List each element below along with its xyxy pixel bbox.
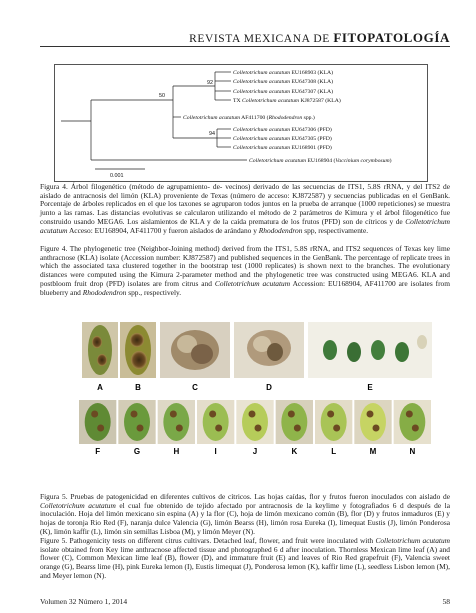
panel-label: K [291,447,298,456]
panel-label: L [331,447,337,456]
photo-panel-G [118,400,155,456]
tree-leaf-label: Colletotrichum acutatum EU647307 (KLA) [233,89,333,95]
panel-label: E [367,383,373,392]
page-number: 58 [442,597,450,606]
figure-5-caption-en [40,537,450,590]
photo-panel-M [354,400,391,456]
photo-panel-J [236,400,273,456]
panel-label: A [97,383,103,392]
photo-row-2 [78,400,432,456]
caption-italic-span: Colletotrichum acutatum [375,536,451,545]
panel-label: N [409,447,416,456]
tree-leaf-label: TX Colletotrichum acutatum KJ872587 (KLA) [233,98,341,104]
tree-leaf-label: Colletotrichum acutatum AF411700 (Rhododendron spp.) [183,115,315,121]
bootstrap-label: 50 [159,93,165,99]
figure-4-caption-en [40,245,450,301]
panel-label: C [192,383,198,392]
panel-label: I [214,447,217,456]
photo-panel-C [160,322,230,378]
journal-name-title: FITOPATOLOGÍA [333,30,450,45]
panel-label: H [173,447,180,456]
pathogenicity-photos-row-1 [82,322,432,392]
photo-row-1 [82,322,432,392]
figure-4-caption-es [40,183,450,244]
footer-volume: Volumen 32 Número 1, 2014 [40,597,128,606]
tree-leaf-label: Colletotrichum acutatum EU647308 (KLA) [233,79,333,85]
caption-text-span: Figura 4. Árbol filogenético (método de agrupamiento- de- vecinos) derivado de las secuencias de ITS1, 5.8S rRNA, y del ITS2 de aislado de antracnosis del limón (KLA) proveniente de Texas (número de acceso: KJ872587) y secuencias publicadas en el GenBank. Porcentaje de árboles replicados en el que los taxones se agruparon todos juntos en la prueba de arranque (1000 repeticiones) se muestra junto a las ramas. Las distancias evolutivas se calcularon utilizando el método de 2 parámetros de Kimura y el árbol filogenético fue construido usando MEGA6. Los aislamientos de KLA y de la caída prematura de los frutos (PFD) son de cítricos y de [40,182,450,226]
photo-panel-H [158,400,195,456]
journal-name-prefix: REVISTA MEXICANA DE [189,33,334,45]
photo-panel-A [82,322,118,378]
phylogenetic-tree-figure [54,64,428,182]
figure-5-caption-es [40,493,450,537]
photo-panel-K [276,400,313,456]
caption-italic-span: Colletotrichum acutatum [40,500,116,510]
tree-leaf-label: Colletotrichum acutatum EU168903 (KLA) [233,70,333,76]
bootstrap-label: 92 [207,80,213,86]
caption-text-span: Figure 5. Pathogenicity tests on different citrus cultivars. Detached leaf, flower, and fruit were inoculated with [40,536,376,545]
caption-text-span: isolate obtained from Key lime anthracnose affected tissue and photographed 6 d after inoculation. Thornless Mexican lime leaf (A) and flower (C), Common Mexican lime leaf (B), flower (D), and immature fruit (E) and leaves of Rio Red grapefruit (F), Valencia sweet orange (G), Bearss lime (H), pink Eureka lemon (I), Eustis limequat (J), Ponderosa lemon (K), kaffir lime (L), seedless Lisbon lemon (M), and Meyer lemon (N). [40,544,450,580]
scale-bar-label: 0.001 [110,173,124,179]
panel-label: G [133,447,141,456]
caption-text-span: el cual fue obtenido de tejido afectado por antracnosis de la keylime y fotografiados 6 d después de la inoculación. Hoja del limón mexicano sin espina (A) y la flor (C), hoja de limón mexicano común (B), flor (D) y frutos inmaduros (E) y hojas de toronja Rio Red (F), naranja dulce Valencia (G), limón Bearss (H), limón rosa Eureka (I), limequat Eustis (J), limón Ponderosa (K), limón kaffir (L), limón sin semillas Lisboa (M), y limón Meyer (N). [40,500,451,536]
panel-label: M [369,447,377,456]
photo-panel-B [120,322,156,378]
panel-label: D [266,383,272,392]
panel-label: J [252,447,258,456]
tree-leaf-label: Colletotrichum acutatum EU647306 (PFD) [233,127,332,133]
panel-label: B [135,383,141,392]
photo-panel-E [308,322,432,378]
caption-text-span: Figura 5. Pruebas de patogenicidad en diferentes cultivos de cítricos. Las hojas caídas, flor y frutos fueron inoculados con aislado de [40,492,450,501]
journal-header [40,30,450,44]
photo-panel-L [315,400,352,456]
tree-leaf-label: Colletotrichum acutatum EU168901 (PFD) [233,145,332,151]
caption-text-span: Figure 4. The phylogenetic tree (Neighbor-Joining method) derived from the ITS1, 5.8S rRNA, and ITS2 sequences of Texas key lime anthracnose (KLA) isolate (Accession number: KJ872587) and published sequences in the GenBank. The percentage of replicate trees in which the associated taxa clustered together in the bootstrap test (1000 replicates) is shown next to the branches. The evolutionary distances were computed using the Kimura 2-parameter method and the phylogenetic tree was constructed using MEGA6. KLA and postbloom fruit drop (PFD) isolates are from citrus and [40,244,450,288]
header-rule [40,46,450,47]
bootstrap-label: 94 [209,131,215,137]
tree-leaf-label: Colletotrichum acutatum EU647305 (PFD) [233,136,332,142]
phylogenetic-tree [55,65,427,181]
caption-text-span: spp., respectively. [126,287,182,297]
caption-text-span: spp, respectivamente. [302,225,369,235]
caption-italic-span: Colletotrichum acutatum [214,278,291,288]
photo-panel-N [394,400,431,456]
pathogenicity-photos-row-2 [78,400,432,456]
photo-panel-F [79,400,116,456]
photo-panel-I [197,400,234,456]
caption-text-span: Accession: EU168904, AF411700 are isolates from blueberry and [40,278,450,297]
caption-text-span: Acceso: EU168904, AF411700 y fueron aislados de arándano y [67,225,259,235]
caption-italic-span: Rhododendron [258,225,303,235]
caption-italic-span: Rhododendron [82,287,127,297]
caption-italic-span: Colletotrichum acutatum [40,216,450,235]
photo-panel-D [234,322,304,378]
tree-leaf-label: Colletotrichum acutatum EU168904 (Vaccinium corymbosum) [249,158,392,164]
panel-label: F [95,447,101,456]
